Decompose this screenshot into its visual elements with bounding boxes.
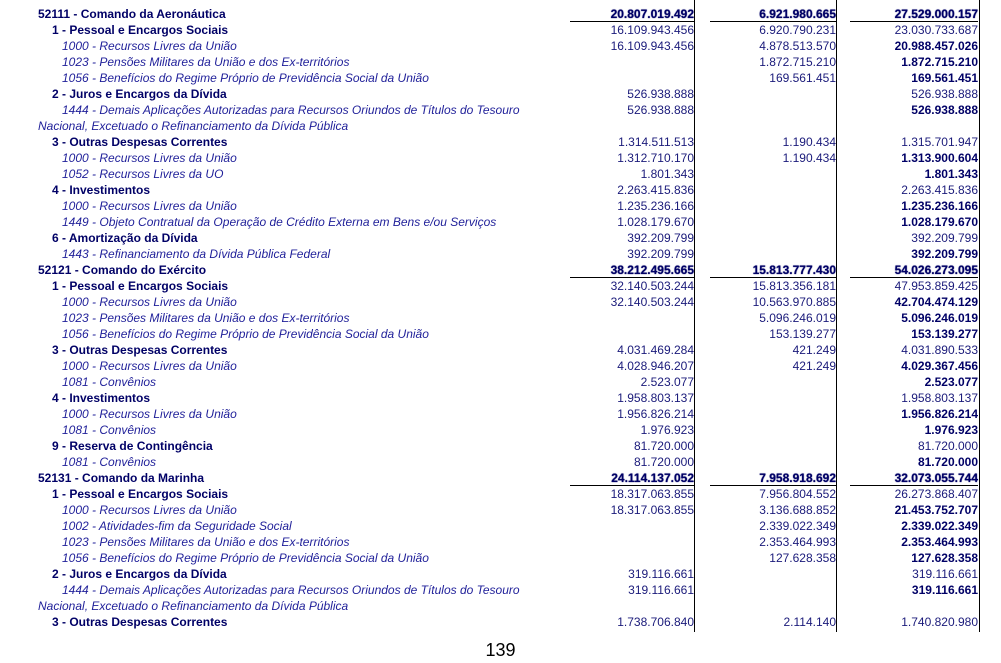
row-value-col1: 392.209.799 bbox=[627, 231, 694, 245]
row-label: 1056 - Benefícios do Regime Próprio de Previdência Social da União bbox=[62, 327, 429, 341]
row-label: 1081 - Convênios bbox=[62, 455, 157, 469]
row-label: 52111 - Comando da Aeronáutica bbox=[38, 7, 226, 21]
row-label: 1444 - Demais Aplicações Autorizadas para Recursos Oriundos de Títulos do Tesouro bbox=[62, 103, 520, 117]
row-value-col1: 526.938.888 bbox=[627, 87, 694, 101]
row-label: 2 - Juros e Encargos da Dívida bbox=[52, 87, 227, 101]
row-value-col1: 1.028.179.670 bbox=[617, 215, 694, 229]
table-row bbox=[0, 6, 1001, 22]
table-row bbox=[0, 166, 1001, 182]
row-label: 1 - Pessoal e Encargos Sociais bbox=[52, 279, 229, 293]
row-value-col3: 1.958.803.137 bbox=[901, 391, 978, 405]
table-row bbox=[0, 550, 1001, 566]
row-value-col1: 18.317.063.855 bbox=[610, 487, 694, 501]
row-value-col1: 16.109.943.456 bbox=[610, 23, 694, 37]
row-value-col2: 15.813.777.430 bbox=[752, 263, 836, 277]
table-row bbox=[0, 326, 1001, 342]
row-label: 1023 - Pensões Militares da União e dos Ex-territórios bbox=[62, 55, 350, 69]
total-underline bbox=[850, 485, 978, 486]
row-value-col3: 1.956.826.214 bbox=[901, 407, 978, 421]
table-row bbox=[0, 182, 1001, 198]
row-value-col2: 6.920.790.231 bbox=[759, 23, 836, 37]
table-row bbox=[0, 214, 1001, 230]
row-value-col1: 24.114.137.052 bbox=[611, 471, 694, 485]
row-value-col3: 1.313.900.604 bbox=[901, 151, 978, 165]
row-label: Nacional, Excetuado o Refinanciamento da Dívida Pública bbox=[38, 119, 349, 133]
row-value-col1: 20.807.019.492 bbox=[610, 7, 694, 21]
row-label: 1023 - Pensões Militares da União e dos Ex-territórios bbox=[62, 535, 350, 549]
page-number: 139 bbox=[485, 640, 516, 660]
row-value-col1: 1.235.236.166 bbox=[617, 199, 694, 213]
row-value-col3: 1.315.701.947 bbox=[901, 135, 978, 149]
row-value-col3: 392.209.799 bbox=[911, 247, 978, 261]
row-label: 1 - Pessoal e Encargos Sociais bbox=[52, 487, 229, 501]
row-value-col1: 2.523.077 bbox=[640, 375, 694, 389]
row-value-col1: 32.140.503.244 bbox=[610, 295, 694, 309]
row-value-col3: 169.561.451 bbox=[911, 71, 978, 85]
row-value-col3: 153.139.277 bbox=[911, 327, 978, 341]
row-value-col1: 526.938.888 bbox=[627, 103, 694, 117]
row-value-col3: 526.938.888 bbox=[911, 103, 978, 117]
row-value-col1: 1.312.710.170 bbox=[617, 151, 694, 165]
table-row bbox=[0, 614, 1001, 630]
row-value-col1: 18.317.063.855 bbox=[610, 503, 694, 517]
row-value-col3: 4.031.890.533 bbox=[901, 343, 978, 357]
table-row bbox=[0, 534, 1001, 550]
row-label: 1000 - Recursos Livres da União bbox=[62, 503, 237, 517]
row-value-col2: 5.096.246.019 bbox=[759, 311, 836, 325]
row-value-col1: 16.109.943.456 bbox=[610, 39, 694, 53]
row-value-col2: 6.921.980.665 bbox=[759, 7, 836, 21]
row-value-col1: 32.140.503.244 bbox=[610, 279, 694, 293]
row-label: 1056 - Benefícios do Regime Próprio de Previdência Social da União bbox=[62, 71, 429, 85]
table-row bbox=[0, 518, 1001, 534]
row-value-col3: 1.740.820.980 bbox=[901, 615, 978, 629]
table-row bbox=[0, 406, 1001, 422]
total-underline bbox=[570, 485, 694, 486]
row-value-col3: 392.209.799 bbox=[911, 231, 978, 245]
total-underline bbox=[710, 277, 836, 278]
row-value-col3: 26.273.868.407 bbox=[894, 487, 978, 501]
table-row bbox=[0, 566, 1001, 582]
row-value-col3: 2.523.077 bbox=[924, 375, 978, 389]
row-label: 1000 - Recursos Livres da União bbox=[62, 39, 237, 53]
row-value-col2: 153.139.277 bbox=[769, 327, 836, 341]
row-value-col1: 1.738.706.840 bbox=[617, 615, 694, 629]
row-value-col3: 1.801.343 bbox=[924, 167, 978, 181]
table-row bbox=[0, 246, 1001, 262]
total-underline bbox=[850, 21, 978, 22]
table-row bbox=[0, 390, 1001, 406]
table-row bbox=[0, 454, 1001, 470]
row-value-col3: 1.235.236.166 bbox=[901, 199, 978, 213]
total-underline bbox=[850, 277, 978, 278]
row-value-col2: 7.956.804.552 bbox=[759, 487, 836, 501]
row-value-col2: 2.339.022.349 bbox=[759, 519, 836, 533]
row-value-col3: 319.116.661 bbox=[912, 567, 978, 581]
table-row bbox=[0, 278, 1001, 294]
table-row bbox=[0, 438, 1001, 454]
row-label: 1449 - Objeto Contratual da Operação de Crédito Externa em Bens e/ou Serviços bbox=[62, 215, 497, 229]
row-value-col3: 1.872.715.210 bbox=[901, 55, 978, 69]
row-value-col2: 421.249 bbox=[792, 359, 836, 373]
row-label: 1000 - Recursos Livres da União bbox=[62, 295, 237, 309]
row-value-col2: 10.563.970.885 bbox=[752, 295, 836, 309]
row-value-col1: 81.720.000 bbox=[633, 455, 694, 469]
total-underline bbox=[570, 277, 694, 278]
row-value-col2: 1.190.434 bbox=[782, 135, 836, 149]
table-row bbox=[0, 262, 1001, 278]
table-row bbox=[0, 70, 1001, 86]
row-label: 1000 - Recursos Livres da União bbox=[62, 407, 237, 421]
row-value-col3: 127.628.358 bbox=[911, 551, 978, 565]
row-label: 3 - Outras Despesas Correntes bbox=[52, 615, 228, 629]
row-value-col1: 1.801.343 bbox=[640, 167, 694, 181]
table-row bbox=[0, 86, 1001, 102]
row-value-col3: 47.953.859.425 bbox=[894, 279, 978, 293]
row-value-col3: 23.030.733.687 bbox=[894, 23, 978, 37]
row-value-col3: 1.976.923 bbox=[924, 423, 978, 437]
total-underline bbox=[570, 21, 694, 22]
row-label: 1000 - Recursos Livres da União bbox=[62, 199, 237, 213]
row-value-col2: 3.136.688.852 bbox=[759, 503, 836, 517]
row-value-col1: 38.212.495.665 bbox=[610, 263, 694, 277]
row-label: 1444 - Demais Aplicações Autorizadas para Recursos Oriundos de Títulos do Tesouro bbox=[62, 583, 520, 597]
table-row bbox=[0, 342, 1001, 358]
table-row bbox=[0, 118, 1001, 134]
row-value-col3: 4.029.367.456 bbox=[901, 359, 978, 373]
row-value-col2: 2.114.140 bbox=[783, 615, 836, 629]
table-row bbox=[0, 198, 1001, 214]
row-value-col2: 7.958.918.692 bbox=[759, 471, 836, 485]
row-value-col3: 81.720.000 bbox=[917, 455, 978, 469]
table-row bbox=[0, 102, 1001, 118]
row-value-col1: 1.314.511.513 bbox=[618, 135, 694, 149]
row-value-col3: 27.529.000.157 bbox=[894, 7, 978, 21]
table-row bbox=[0, 486, 1001, 502]
row-value-col3: 32.073.055.744 bbox=[894, 471, 978, 485]
row-label: 1443 - Refinanciamento da Dívida Pública Federal bbox=[62, 247, 331, 261]
table-row bbox=[0, 22, 1001, 38]
table-row bbox=[0, 54, 1001, 70]
table-row bbox=[0, 422, 1001, 438]
row-label: 3 - Outras Despesas Correntes bbox=[52, 343, 228, 357]
row-label: 1002 - Atividades-fim da Seguridade Social bbox=[62, 519, 292, 533]
row-label: 4 - Investimentos bbox=[52, 183, 151, 197]
row-value-col1: 319.116.661 bbox=[628, 583, 694, 597]
row-label: 1081 - Convênios bbox=[62, 375, 157, 389]
row-value-col1: 1.976.923 bbox=[640, 423, 694, 437]
row-label: 1052 - Recursos Livres da UO bbox=[62, 167, 224, 181]
row-value-col3: 319.116.661 bbox=[911, 583, 978, 597]
row-label: 1023 - Pensões Militares da União e dos Ex-territórios bbox=[62, 311, 350, 325]
row-value-col2: 127.628.358 bbox=[769, 551, 836, 565]
row-value-col1: 4.028.946.207 bbox=[617, 359, 694, 373]
table-row bbox=[0, 374, 1001, 390]
row-value-col1: 1.956.826.214 bbox=[617, 407, 694, 421]
row-label: 1000 - Recursos Livres da União bbox=[62, 151, 237, 165]
table-row bbox=[0, 230, 1001, 246]
table-row bbox=[0, 598, 1001, 614]
row-value-col1: 2.263.415.836 bbox=[617, 183, 694, 197]
table-row bbox=[0, 150, 1001, 166]
row-label: 1 - Pessoal e Encargos Sociais bbox=[52, 23, 229, 37]
table-row bbox=[0, 310, 1001, 326]
total-underline bbox=[710, 21, 836, 22]
row-value-col2: 4.878.513.570 bbox=[759, 39, 836, 53]
row-label: 3 - Outras Despesas Correntes bbox=[52, 135, 228, 149]
row-label: Nacional, Excetuado o Refinanciamento da Dívida Pública bbox=[38, 599, 349, 613]
row-value-col3: 5.096.246.019 bbox=[901, 311, 978, 325]
row-label: 2 - Juros e Encargos da Dívida bbox=[52, 567, 227, 581]
table-row bbox=[0, 358, 1001, 374]
row-value-col1: 1.958.803.137 bbox=[617, 391, 694, 405]
row-value-col2: 15.813.356.181 bbox=[752, 279, 836, 293]
row-value-col2: 1.872.715.210 bbox=[759, 55, 836, 69]
table-row bbox=[0, 38, 1001, 54]
row-value-col3: 1.028.179.670 bbox=[901, 215, 978, 229]
row-value-col3: 2.339.022.349 bbox=[901, 519, 978, 533]
row-label: 1000 - Recursos Livres da União bbox=[62, 359, 237, 373]
table-row bbox=[0, 294, 1001, 310]
row-label: 1056 - Benefícios do Regime Próprio de Previdência Social da União bbox=[62, 551, 429, 565]
row-value-col3: 2.263.415.836 bbox=[901, 183, 978, 197]
table-row bbox=[0, 502, 1001, 518]
row-value-col2: 169.561.451 bbox=[769, 71, 836, 85]
row-value-col1: 81.720.000 bbox=[633, 439, 694, 453]
row-label: 9 - Reserva de Contingência bbox=[52, 439, 213, 453]
table-row bbox=[0, 470, 1001, 486]
row-value-col3: 21.453.752.707 bbox=[894, 503, 978, 517]
row-label: 4 - Investimentos bbox=[52, 391, 151, 405]
row-label: 6 - Amortização da Dívida bbox=[52, 231, 198, 245]
row-label: 52121 - Comando do Exército bbox=[38, 263, 207, 277]
table-row bbox=[0, 582, 1001, 598]
row-label: 52131 - Comando da Marinha bbox=[38, 471, 205, 485]
row-value-col1: 4.031.469.284 bbox=[617, 343, 694, 357]
row-value-col3: 81.720.000 bbox=[917, 439, 978, 453]
row-value-col3: 54.026.273.095 bbox=[894, 263, 978, 277]
row-value-col2: 1.190.434 bbox=[782, 151, 836, 165]
row-value-col1: 319.116.661 bbox=[628, 567, 694, 581]
row-value-col3: 42.704.474.129 bbox=[894, 295, 978, 309]
row-value-col1: 392.209.799 bbox=[627, 247, 694, 261]
row-value-col3: 20.988.457.026 bbox=[894, 39, 978, 53]
row-value-col2: 2.353.464.993 bbox=[759, 535, 836, 549]
table-row bbox=[0, 134, 1001, 150]
row-value-col3: 526.938.888 bbox=[911, 87, 978, 101]
total-underline bbox=[710, 485, 836, 486]
row-label: 1081 - Convênios bbox=[62, 423, 157, 437]
row-value-col2: 421.249 bbox=[792, 343, 836, 357]
row-value-col3: 2.353.464.993 bbox=[901, 535, 978, 549]
